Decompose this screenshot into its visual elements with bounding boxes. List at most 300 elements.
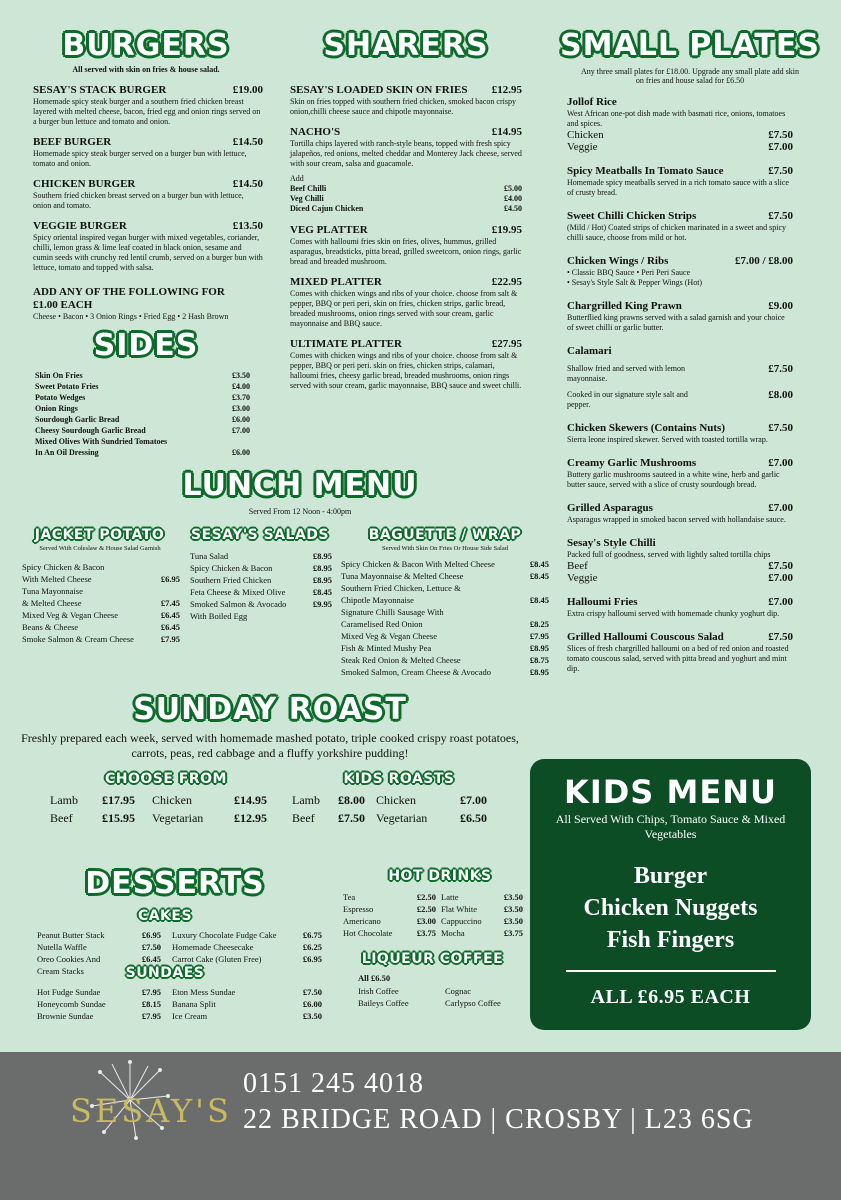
cake-row	[37, 953, 161, 965]
small-plate-item	[567, 255, 793, 288]
kids-roast-price: £8.00	[338, 793, 365, 807]
side-name: Sourdough Garlic Bread	[35, 415, 120, 424]
small-plate-item-name: Calamari	[567, 345, 612, 357]
liqueur-row	[358, 985, 438, 997]
small-plate-option-price: £7.00	[768, 572, 793, 584]
small-plate-item-desc: Extra crispy halloumi served with homemade chunky yoghurt dip.	[567, 609, 780, 618]
roast-name: Chicken	[152, 793, 192, 807]
salads-heading: SESAY'S SALADS	[191, 527, 329, 543]
sharer-item-name: NACHO'S	[290, 126, 341, 138]
side-name: Potato Wedges	[35, 393, 86, 402]
salad-price: £8.95	[312, 575, 332, 585]
burger-item	[33, 178, 263, 211]
liqueur-name: Carlypso Coffee	[445, 998, 501, 1008]
small-plate-item-desc: West African one-pot dish made with basmati rice, onions, tomatoes and spices.	[567, 109, 786, 128]
burger-item-row	[33, 136, 263, 149]
kids-roast-price: £7.00	[460, 793, 487, 807]
sharer-item-price: £14.95	[491, 126, 522, 138]
sundae-price: £6.00	[302, 999, 322, 1009]
baguette-row	[341, 618, 549, 630]
cake-price: £6.45	[141, 954, 161, 964]
burger-item-desc: Southern fried chicken breast served on a burger bun with lettuce, onion and tomato.	[33, 191, 244, 210]
nacho-add-label: Add	[290, 174, 304, 183]
nacho-add-name: Veg Chilli	[290, 194, 324, 203]
kids-roast-price: £7.50	[338, 811, 365, 825]
small-plate-item-name: Spicy Meatballs In Tomato Sauce	[567, 165, 724, 177]
sundaes-right-list	[172, 986, 322, 1022]
kids-roast-name: Chicken	[376, 793, 416, 807]
jacket-row	[22, 573, 180, 585]
sundae-row	[37, 1010, 161, 1022]
sharer-item-desc: Comes with chicken wings and ribs of your choice. choose from salt & pepper, BBQ or peri peri. skin on fries, chicken strips, calamari, halloumi fries, cheesy garlic bread, breaded mushrooms, onion rings served with sour cream, garlic mayonnaise, BBQ sauce and sweet chilli.	[290, 351, 522, 390]
small-plate-item-name: Chargrilled King Prawn	[567, 300, 682, 312]
kids-roast-name: Vegetarian	[376, 811, 428, 825]
baguette-heading: BAGUETTE / WRAP	[368, 527, 522, 543]
hot-drink-row	[343, 891, 436, 903]
kids-roast-price: £6.50	[460, 811, 487, 825]
roast-price: £12.95	[234, 811, 267, 825]
side-price: £3.50	[232, 371, 250, 380]
sharer-item-desc: Comes with halloumi fries skin on fries, olives, hummus, grilled asparagus, breadsticks, pitta bread, grilled sweetcorn, onion rings, garlic bread and breaded mushroom.	[290, 237, 522, 266]
kids-menu-title: KIDS MENU	[564, 773, 777, 811]
salad-price: £9.95	[312, 599, 332, 609]
small-plate-suboption-price: £7.50	[768, 363, 793, 375]
small-plate-item	[567, 537, 793, 584]
lunch-subtitle: Served From 12 Noon - 4:00pm	[248, 507, 352, 516]
hot-drinks-right-list	[441, 891, 523, 939]
side-price: £3.70	[232, 393, 250, 402]
sundae-row	[172, 986, 322, 998]
jacket-row	[22, 621, 180, 633]
jacket-price: £7.45	[160, 598, 180, 608]
baguette-price: £8.45	[529, 595, 549, 605]
cakes-right-list	[172, 929, 322, 965]
small-plate-item	[567, 165, 793, 198]
small-plate-item	[567, 300, 793, 333]
sundae-row	[37, 986, 161, 998]
baguette-price: £8.75	[529, 655, 549, 665]
sharer-item-desc: Tortilla chips layered with ranch-style beans, topped with fresh spicy jalapeños, red onions, melted cheddar and Monterey Jack cheese, served with sour cream, salsa and guacamole.	[290, 139, 522, 168]
baguette-row	[341, 642, 549, 654]
baguette-name: Tuna Mayonnaise & Melted Cheese	[341, 571, 464, 581]
nacho-add-item	[290, 204, 522, 214]
baguette-name: Caramelised Red Onion	[341, 619, 423, 629]
small-plate-item-name: Creamy Garlic Mushrooms	[567, 457, 697, 469]
salad-price: £8.95	[312, 563, 332, 573]
small-plate-item	[567, 502, 793, 525]
small-plate-item-desc: • Classic BBQ Sauce • Peri Peri Sauce • Sesay's Style Salt & Pepper Wings (Hot)	[567, 268, 703, 287]
hot-drink-price: £3.50	[503, 904, 523, 914]
sharer-item	[290, 126, 522, 169]
sundaes-left-list	[37, 986, 161, 1022]
desserts-heading: DESSERTS	[85, 866, 265, 901]
side-price: £7.00	[232, 426, 250, 435]
small-plate-item-price: £7.50	[768, 165, 793, 177]
small-plate-item	[567, 596, 793, 619]
side-row	[35, 403, 250, 414]
side-name: Cheesy Sourdough Garlic Bread	[35, 426, 146, 435]
baguette-price: £8.25	[529, 619, 549, 629]
jacket-name: Mixed Veg & Vegan Cheese	[22, 610, 119, 620]
small-plate-item-price: £7.00 / £8.00	[734, 255, 793, 267]
small-plate-item-name: Grilled Halloumi Couscous Salad	[567, 631, 724, 643]
small-plate-option-name: Veggie	[567, 572, 598, 584]
sunday-roast-heading: SUNDAY ROAST	[133, 692, 407, 727]
baguette-row	[341, 654, 549, 666]
salad-name: Feta Cheese & Mixed Olive	[190, 587, 286, 597]
side-row	[35, 436, 250, 447]
salad-row	[190, 586, 332, 598]
small-plates-subtitle: Any three small plates for £18.00. Upgrade any small plate add skin on fries and house salad for £6.50	[581, 67, 799, 86]
small-plate-option-price: £7.50	[768, 560, 793, 572]
jacket-row	[22, 609, 180, 621]
sharer-item	[290, 224, 522, 267]
sharer-item-price: £22.95	[491, 276, 522, 288]
jacket-price: £6.95	[160, 574, 180, 584]
small-plate-item-row	[567, 255, 793, 268]
jacket-price: £6.45	[160, 622, 180, 632]
liqueur-left-list	[358, 985, 438, 1009]
cake-name: Peanut Butter Stack	[37, 930, 105, 940]
footer-phone[interactable]: 0151 245 4018	[243, 1068, 424, 1099]
hot-drink-name: Hot Chocolate	[343, 928, 393, 938]
jacket-list	[22, 561, 180, 645]
small-plates-heading: SMALL PLATES	[560, 28, 820, 63]
hot-drink-price: £3.75	[503, 928, 523, 938]
sharer-item-price: £12.95	[491, 84, 522, 96]
small-plate-item-price: £7.00	[768, 457, 793, 469]
side-row	[35, 425, 250, 436]
hot-drink-name: Tea	[343, 892, 356, 902]
hot-drink-name: Mocha	[441, 928, 465, 938]
baguette-name: Signature Chilli Sausage With	[341, 607, 444, 617]
hot-drink-row	[343, 903, 436, 915]
burger-item-row	[33, 178, 263, 191]
side-name: Sweet Potato Fries	[35, 382, 99, 391]
salad-row	[190, 598, 332, 610]
jacket-price: £6.45	[160, 610, 180, 620]
lunch-heading: LUNCH MENU	[182, 468, 418, 503]
small-plates-list	[567, 96, 793, 686]
roast-price: £15.95	[102, 811, 135, 825]
kids-roast-name: Lamb	[292, 793, 320, 807]
sharer-item-row	[290, 126, 522, 139]
liqueur-row	[358, 997, 438, 1009]
baguette-row	[341, 558, 549, 570]
baguette-row	[341, 594, 549, 606]
side-row	[35, 392, 250, 403]
sides-heading: SIDES	[93, 328, 199, 363]
salad-row	[190, 562, 332, 574]
sundae-price: £7.50	[302, 987, 322, 997]
small-plate-item-price: £7.00	[768, 596, 793, 608]
small-plate-item-row	[567, 165, 793, 178]
small-plate-option-name: Chicken	[567, 129, 604, 141]
jacket-row	[22, 585, 180, 597]
burgers-heading: BURGERS	[62, 28, 230, 63]
cake-price: £7.50	[141, 942, 161, 952]
baguette-subtitle: Served With Skin On Fries Or House Side Salad	[382, 545, 508, 552]
hot-drink-price: £2.50	[416, 892, 436, 902]
burger-item-price: £14.50	[232, 178, 263, 190]
salad-row	[190, 610, 332, 622]
small-plate-item-name: Grilled Asparagus	[567, 502, 653, 514]
side-row	[35, 414, 250, 425]
sharer-item-row	[290, 338, 522, 351]
roast-row	[50, 809, 290, 827]
side-row	[35, 370, 250, 381]
kids-menu-item: Fish Fingers	[606, 927, 735, 953]
jacket-name: Beans & Cheese	[22, 622, 79, 632]
kids-menu-divider	[566, 970, 776, 972]
salad-name: With Boiled Egg	[190, 611, 248, 621]
small-plate-item-row	[567, 96, 793, 109]
nacho-add-price: £5.00	[504, 184, 522, 193]
cake-row	[37, 929, 161, 941]
small-plate-item-price: £7.50	[768, 422, 793, 434]
cake-name: Cream Stacks	[37, 966, 84, 976]
baguette-row	[341, 666, 549, 678]
small-plate-item-name: Sesay's Style Chilli	[567, 537, 656, 549]
burger-item-row	[33, 220, 263, 233]
small-plate-suboption-price: £8.00	[768, 389, 793, 401]
sundae-name: Brownie Sundae	[37, 1011, 94, 1021]
sundae-row	[172, 998, 322, 1010]
small-plate-item-row	[567, 631, 793, 644]
sundaes-heading: SUNDAES	[125, 965, 205, 981]
small-plate-item-row	[567, 300, 793, 313]
cake-price: £6.75	[302, 930, 322, 940]
small-plate-item	[567, 210, 793, 243]
baguette-row	[341, 582, 549, 594]
jacket-row	[22, 561, 180, 573]
sundae-name: Eton Mess Sundae	[172, 987, 236, 997]
jacket-heading: JACKET POTATO	[34, 527, 165, 543]
kids-roast-row	[292, 809, 512, 827]
roast-price: £14.95	[234, 793, 267, 807]
burger-item	[33, 136, 263, 169]
small-plate-item-row	[567, 210, 793, 223]
nacho-add-name: Diced Cajun Chicken	[290, 204, 364, 213]
sundae-row	[172, 1010, 322, 1022]
small-plate-item	[567, 96, 793, 153]
kids-roasts-grid	[292, 791, 512, 827]
kids-menu-item: Burger	[633, 863, 708, 889]
small-plate-item	[567, 631, 793, 674]
baguette-price: £8.45	[529, 571, 549, 581]
nacho-add-name: Beef Chilli	[290, 184, 327, 193]
baguette-name: Mixed Veg & Vegan Cheese	[341, 631, 438, 641]
jacket-row	[22, 633, 180, 645]
baguette-price: £8.95	[529, 667, 549, 677]
nacho-add-item	[290, 194, 522, 204]
sundae-name: Hot Fudge Sundae	[37, 987, 101, 997]
small-plate-item-name: Jollof Rice	[567, 96, 617, 108]
baguette-name: Southern Fried Chicken, Lettuce &	[341, 583, 461, 593]
small-plate-item-name: Chicken Skewers (Contains Nuts)	[567, 422, 725, 434]
burger-item-name: SESAY'S STACK BURGER	[33, 84, 167, 96]
baguette-row	[341, 570, 549, 582]
small-plate-suboption	[567, 390, 793, 410]
cake-name: Homemade Cheesecake	[172, 942, 254, 952]
cake-price: £6.25	[302, 942, 322, 952]
salad-name: Spicy Chicken & Bacon	[190, 563, 273, 573]
choose-from-heading: CHOOSE FROM	[105, 771, 227, 787]
sharer-item-name: ULTIMATE PLATTER	[290, 338, 402, 350]
sunday-roast-intro: Freshly prepared each week, served with homemade mashed potato, triple cooked crispy roast potatoes, carrots, peas, red cabbage and a fluffy yorkshire pudding!	[21, 731, 519, 760]
burger-item-desc: Homemade spicy steak burger and a southern fried chicken breast layered with melted cheese, bacon, fried egg and onion rings served on a burger bun lettuce and tomato and onion.	[33, 97, 261, 126]
roast-name: Vegetarian	[152, 811, 204, 825]
small-plate-item-desc: Homemade spicy meatballs served in a rich tomato sauce with a slice of crusty bread.	[567, 178, 789, 197]
roast-name: Lamb	[50, 793, 78, 807]
baguette-price: £8.95	[529, 643, 549, 653]
small-plate-item-desc: (Mild / Hot) Coated strips of chicken marinated in a sweet and spicy chilli sauce, choose from mild or hot.	[567, 223, 787, 242]
small-plate-option	[567, 129, 793, 141]
cake-row	[37, 941, 161, 953]
kids-roasts-heading: KIDS ROASTS	[343, 771, 455, 787]
sundae-name: Honeycomb Sundae	[37, 999, 106, 1009]
baguette-name: Chipotle Mayonnaise	[341, 595, 414, 605]
small-plate-option	[567, 560, 793, 572]
small-plate-item-name: Halloumi Fries	[567, 596, 638, 608]
hot-drink-row	[441, 903, 523, 915]
hot-drink-name: Americano	[343, 916, 381, 926]
cake-price: £6.95	[302, 954, 322, 964]
sundae-name: Banana Split	[172, 999, 216, 1009]
hot-drink-price: £2.50	[416, 904, 436, 914]
sharer-item-desc: Skin on fries topped with southern fried chicken, smoked bacon crispy onion,chilli cheese sauce and chipotle mayonnaise.	[290, 97, 516, 116]
small-plate-item-desc: Butterflied king prawns served with a salad garnish and your choice of sweet chilli or garlic butter.	[567, 313, 785, 332]
burger-item-price: £14.50	[232, 136, 263, 148]
kids-menu-items	[530, 860, 811, 956]
small-plate-item-row	[567, 345, 793, 358]
baguette-row	[341, 606, 549, 618]
kids-menu-price: ALL £6.95 EACH	[590, 986, 751, 1008]
small-plate-item-price: £9.00	[768, 300, 793, 312]
sharer-item-name: VEG PLATTER	[290, 224, 368, 236]
jacket-subtitle: Served With Coleslaw & House Salad Garnish	[39, 545, 161, 552]
jacket-name: Smoke Salmon & Cream Cheese	[22, 634, 134, 644]
small-plate-item-name: Chicken Wings / Ribs	[567, 255, 669, 267]
salad-name: Smoked Salmon & Avocado	[190, 599, 287, 609]
small-plate-item-row	[567, 457, 793, 470]
burger-item-name: CHICKEN BURGER	[33, 178, 136, 190]
baguette-name: Smoked Salmon, Cream Cheese & Avocado	[341, 667, 491, 677]
small-plate-item-row	[567, 502, 793, 515]
sharer-item-name: MIXED PLATTER	[290, 276, 382, 288]
burger-addons	[33, 286, 263, 322]
sharer-item	[290, 276, 522, 329]
burger-item	[33, 84, 263, 127]
hot-drink-row	[441, 927, 523, 939]
sides-list	[35, 370, 250, 458]
burger-item-name: BEEF BURGER	[33, 136, 112, 148]
small-plate-option-price: £7.50	[768, 129, 793, 141]
small-plate-item-desc: Packed full of goodness, served with lightly salted tortilla chips	[567, 550, 771, 559]
small-plate-item-price: £7.50	[768, 210, 793, 222]
small-plate-item-name: Sweet Chilli Chicken Strips	[567, 210, 697, 222]
liqueur-name: Cognac	[445, 986, 471, 996]
hot-drink-price: £3.75	[416, 928, 436, 938]
salad-name: Southern Fried Chicken	[190, 575, 272, 585]
burger-item	[33, 220, 263, 273]
salads-list	[190, 550, 332, 622]
hot-drinks-heading: HOT DRINKS	[388, 868, 492, 884]
side-name: In An Oil Dressing	[35, 448, 99, 457]
addon-title: ADD ANY OF THE FOLLOWING FOR £1.00 EACH	[33, 286, 225, 311]
sharer-item	[290, 84, 522, 117]
nacho-add-price: £4.50	[504, 204, 522, 213]
side-price: £4.00	[232, 382, 250, 391]
side-name: Onion Rings	[35, 404, 78, 413]
small-plate-option-price: £7.00	[768, 141, 793, 153]
sundae-price: £3.50	[302, 1011, 322, 1021]
small-plate-item-desc: Slices of fresh chargrilled halloumi on a bed of red onion and roasted tomato couscous salad, served with pitta bread and yoghurt and mint dip.	[567, 644, 789, 673]
hot-drink-row	[343, 927, 436, 939]
small-plate-item-row	[567, 537, 793, 550]
jacket-name: With Melted Cheese	[22, 574, 92, 584]
sharers-heading: SHARERS	[323, 28, 489, 63]
hot-drinks-left-list	[343, 891, 436, 939]
liqueur-heading: LIQUEUR COFFEE	[361, 951, 504, 967]
addon-desc: Cheese • Bacon • 3 Onion Rings • Fried Egg • 2 Hash Brown	[33, 312, 229, 321]
small-plate-suboption-desc: Cooked in our signature style salt and pepper.	[567, 390, 688, 409]
cake-name: Carrot Cake (Gluten Free)	[172, 954, 262, 964]
kids-roast-name: Beef	[292, 811, 315, 825]
baguette-list	[341, 558, 549, 678]
hot-drink-name: Cappuccino	[441, 916, 482, 926]
side-price: £6.00	[232, 448, 250, 457]
cake-name: Nutella Waffle	[37, 942, 87, 952]
kids-menu-subtitle: All Served With Chips, Tomato Sauce & Mixed Vegetables	[555, 812, 786, 841]
nacho-add-ons	[290, 174, 522, 214]
small-plate-item	[567, 422, 793, 445]
baguette-price: £8.45	[529, 559, 549, 569]
side-price: £3.00	[232, 404, 250, 413]
jacket-name: & Melted Cheese	[22, 598, 82, 608]
baguette-row	[341, 630, 549, 642]
side-row	[35, 381, 250, 392]
hot-drink-name: Espresso	[343, 904, 374, 914]
small-plate-option	[567, 572, 793, 584]
baguette-name: Fish & Minted Mushy Pea	[341, 643, 432, 653]
roast-row	[50, 791, 290, 809]
small-plate-option-name: Veggie	[567, 141, 598, 153]
cake-row	[172, 953, 322, 965]
choose-from-grid	[50, 791, 290, 827]
sharer-item-desc: Comes with chicken wings and ribs of your choice. choose from salt & pepper, BBQ or peri peri, skin on fries, chicken strips, garlic bread, breaded mushrooms, onion rings served with sour cream, garlic mayonnaise and BBQ sauce.	[290, 289, 518, 328]
side-name: Mixed Olives With Sundried Tomatoes	[35, 437, 168, 446]
nacho-add-price: £4.00	[504, 194, 522, 203]
salad-price: £8.45	[312, 587, 332, 597]
baguette-name: Steak Red Onion & Melted Cheese	[341, 655, 461, 665]
burger-item-price: £13.50	[232, 220, 263, 232]
burgers-subtitle: All served with skin on fries & house salad.	[72, 65, 220, 74]
small-plate-item-row	[567, 596, 793, 609]
jacket-name: Tuna Mayonnaise	[22, 586, 83, 596]
roast-price: £17.95	[102, 793, 135, 807]
liqueur-row	[445, 997, 525, 1009]
hot-drink-price: £3.50	[503, 916, 523, 926]
liqueur-name: Baileys Coffee	[358, 998, 409, 1008]
footer-address: 22 BRIDGE ROAD | CROSBY | L23 6SG	[243, 1104, 754, 1135]
cake-row	[172, 929, 322, 941]
burger-item-desc: Homemade spicy steak burger served on a burger bun with lettuce, tomato and onion.	[33, 149, 247, 168]
baguette-name: Spicy Chicken & Bacon With Melted Cheese	[341, 559, 495, 569]
cake-name: Luxury Chocolate Fudge Cake	[172, 930, 277, 940]
roast-name: Beef	[50, 811, 73, 825]
hot-drink-row	[441, 891, 523, 903]
